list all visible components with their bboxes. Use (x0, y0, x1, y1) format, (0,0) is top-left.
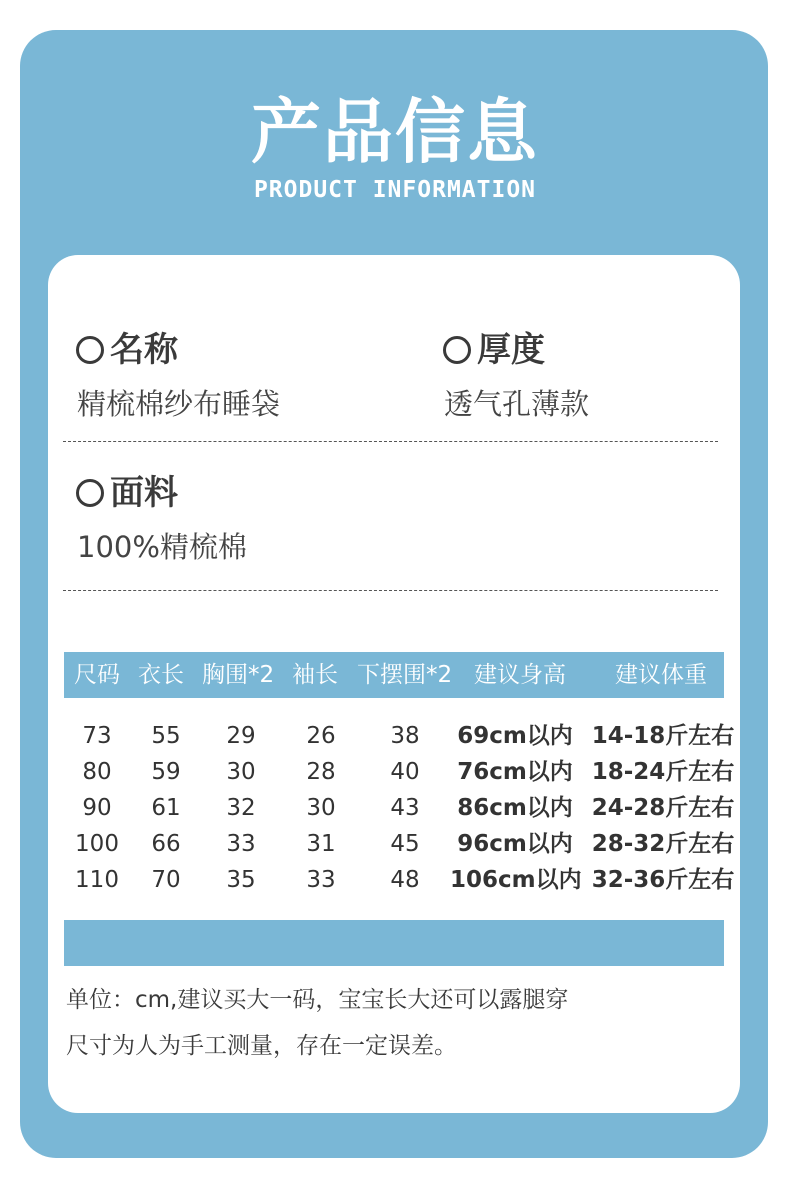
table-cell: 69cm以内 (457, 723, 573, 749)
table-cell: 30 (306, 795, 336, 821)
table-cell: 110 (75, 867, 119, 893)
table-cell: 29 (226, 723, 256, 749)
table-cell: 26 (306, 723, 336, 749)
table-cell: 45 (390, 831, 420, 857)
page-subtitle: PRODUCT INFORMATION (253, 177, 537, 203)
table-cell: 55 (151, 723, 181, 749)
table-cell: 90 (82, 795, 112, 821)
note-line-1: 单位：cm,建议买大一码，宝宝长大还可以露腿穿 (66, 987, 569, 1013)
name-label-text: 名称 (110, 330, 178, 370)
fabric-value: 100%精梳棉 (77, 530, 247, 564)
divider (63, 441, 718, 442)
table-cell: 43 (390, 795, 420, 821)
table-cell: 106cm以内 (450, 867, 582, 893)
fabric-label-text: 面料 (110, 473, 178, 513)
table-cell: 48 (390, 867, 420, 893)
header-height: 建议身高 (474, 662, 566, 688)
table-cell: 18-24斤左右 (591, 759, 735, 785)
table-cell: 73 (82, 723, 112, 749)
header-chest: 胸围*2 (202, 662, 275, 688)
size-table-header (64, 652, 724, 698)
divider (63, 590, 718, 591)
table-cell: 30 (226, 759, 256, 785)
circle-bullet-icon (443, 336, 471, 364)
table-cell: 14-18斤左右 (591, 723, 735, 749)
table-cell: 100 (75, 831, 119, 857)
table-cell: 24-28斤左右 (591, 795, 735, 821)
header-length: 衣长 (138, 662, 184, 688)
table-cell: 70 (151, 867, 181, 893)
thickness-label (443, 330, 545, 370)
name-value: 精梳棉纱布睡袋 (77, 387, 281, 421)
table-cell: 61 (151, 795, 181, 821)
table-cell: 35 (226, 867, 256, 893)
name-label (76, 330, 178, 370)
thickness-label-text: 厚度 (477, 330, 545, 370)
header-hem: 下摆围*2 (357, 662, 453, 688)
circle-bullet-icon (76, 336, 104, 364)
table-cell: 76cm以内 (457, 759, 573, 785)
table-cell: 80 (82, 759, 112, 785)
page-title: 产品信息 (251, 91, 539, 173)
table-cell: 40 (390, 759, 420, 785)
table-cell: 59 (151, 759, 181, 785)
table-cell: 86cm以内 (457, 795, 573, 821)
thickness-value: 透气孔薄款 (444, 387, 590, 421)
header-size: 尺码 (74, 662, 120, 688)
table-cell: 33 (306, 867, 336, 893)
table-cell: 31 (306, 831, 336, 857)
fabric-label (76, 473, 178, 513)
table-cell: 32-36斤左右 (591, 867, 735, 893)
table-cell: 38 (390, 723, 420, 749)
header-sleeve: 袖长 (292, 662, 338, 688)
circle-bullet-icon (76, 479, 104, 507)
table-cell: 96cm以内 (457, 831, 573, 857)
table-cell: 28-32斤左右 (591, 831, 735, 857)
table-cell: 66 (151, 831, 181, 857)
table-cell: 33 (226, 831, 256, 857)
header-weight: 建议体重 (615, 662, 707, 688)
table-cell: 28 (306, 759, 336, 785)
table-cell: 32 (226, 795, 256, 821)
decorative-bar (64, 920, 724, 966)
note-line-2: 尺寸为人为手工测量，存在一定误差。 (66, 1033, 457, 1059)
